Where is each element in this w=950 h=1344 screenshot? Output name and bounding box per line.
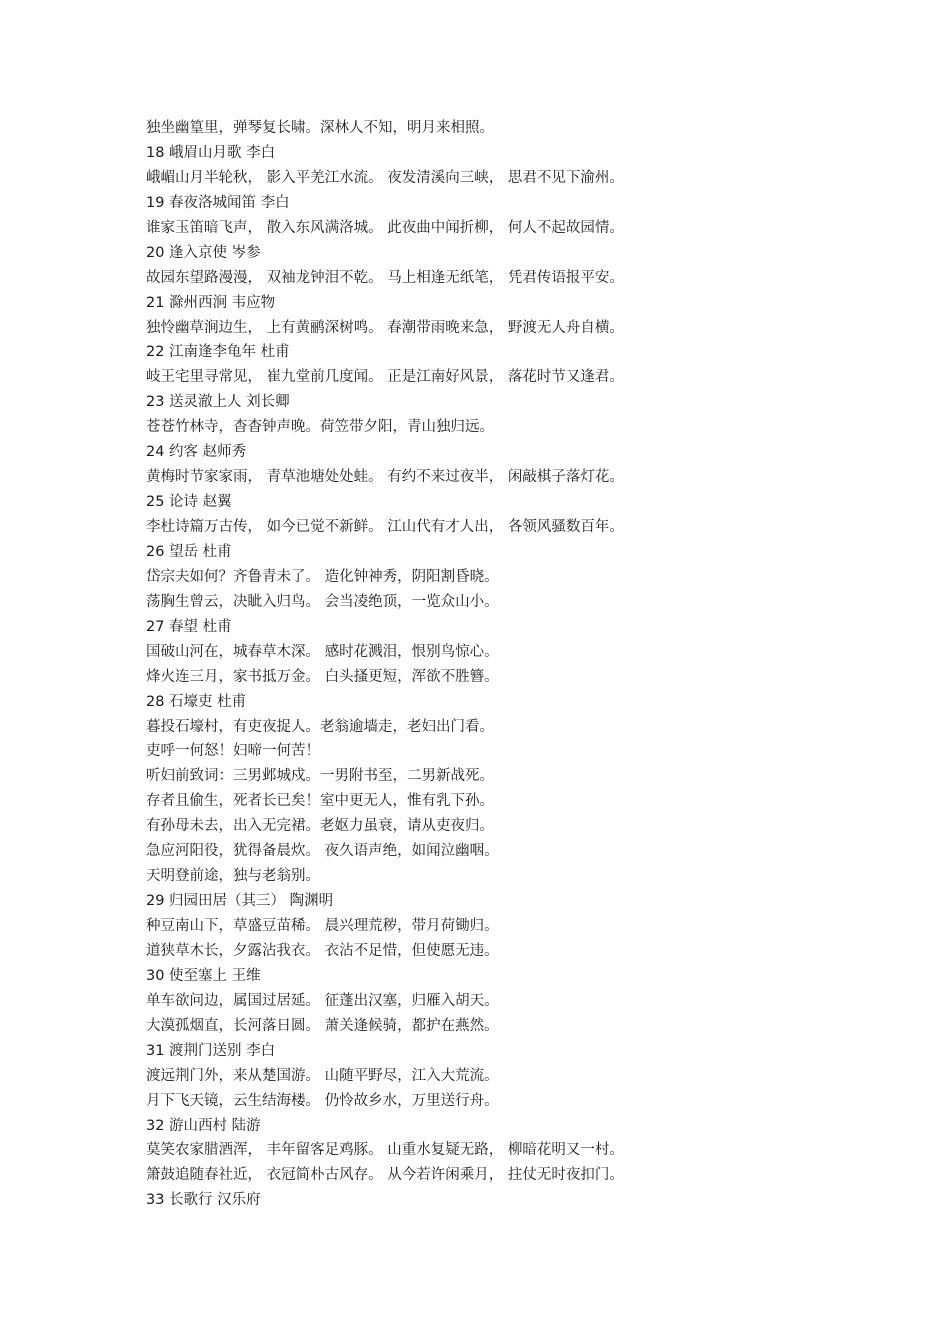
poem-line: 天明登前途，独与老翁别。 (146, 868, 320, 885)
poem-line: 岐王宅里寻常见， 崔九堂前几度闻。 正是江南好风景， 落花时节又逢君。 (146, 369, 624, 386)
poem-title: 29 归园田居（其三） 陶渊明 (146, 893, 334, 910)
poem-line: 大漠孤烟直，长河落日圆。 萧关逢候骑，都护在燕然。 (146, 1017, 499, 1034)
poem-line: 有孙母未去，出入无完裙。老妪力虽衰，请从吏夜归。 (146, 818, 494, 835)
document-page (146, 116, 906, 1213)
poem-title: 33 长歌行 汉乐府 (146, 1192, 261, 1209)
poem-title: 23 送灵澈上人 刘长卿 (146, 394, 290, 411)
poem-title: 20 逢入京使 岑参 (146, 244, 261, 261)
poem-line: 道狭草木长，夕露沾我衣。 衣沾不足惜，但使愿无违。 (146, 942, 499, 959)
poem-line: 听妇前致词：三男邺城戍。一男附书至，二男新战死。 (146, 768, 494, 785)
poem-line: 箫鼓追随春社近， 衣冠简朴古风存。 从今若许闲乘月， 拄仗无时夜扣门。 (146, 1167, 624, 1184)
poem-line: 单车欲问边，属国过居延。 征蓬出汉塞，归雁入胡天。 (146, 992, 499, 1009)
poem-title: 21 滁州西涧 韦应物 (146, 294, 276, 311)
poem-line: 国破山河在，城春草木深。 感时花溅泪，恨别鸟惊心。 (146, 643, 499, 660)
poem-title: 24 约客 赵师秀 (146, 444, 247, 461)
poem-line: 存者且偷生，死者长已矣！室中更无人，惟有乳下孙。 (146, 793, 494, 810)
poem-title: 30 使至塞上 王维 (146, 967, 261, 984)
poem-line: 独怜幽草涧边生， 上有黄鹂深树鸣。 春潮带雨晚来急， 野渡无人舟自横。 (146, 319, 624, 336)
poem-line: 独坐幽篁里，弹琴复长啸。深林人不知，明月来相照。 (146, 120, 494, 136)
poem-title: 27 春望 杜甫 (146, 618, 232, 635)
poem-line: 暮投石壕村，有吏夜捉人。老翁逾墙走，老妇出门看。 (146, 718, 494, 735)
poem-line: 峨嵋山月半轮秋， 影入平羌江水流。 夜发清溪向三峡， 思君不见下渝州。 (146, 169, 624, 186)
poem-line: 莫笑农家腊酒浑， 丰年留客足鸡豚。 山重水复疑无路， 柳暗花明又一村。 (146, 1142, 624, 1159)
poem-title: 25 论诗 赵翼 (146, 494, 232, 511)
poem-title: 19 春夜洛城闻笛 李白 (146, 194, 290, 211)
poem-line: 故园东望路漫漫， 双袖龙钟泪不乾。 马上相逢无纸笔， 凭君传语报平安。 (146, 269, 624, 286)
poem-line: 急应河阳役，犹得备晨炊。 夜久语声绝，如闻泣幽咽。 (146, 843, 499, 860)
poem-line: 谁家玉笛暗飞声， 散入东风满洛城。 此夜曲中闻折柳， 何人不起故园情。 (146, 219, 624, 236)
poem-line: 苍苍竹林寺，杳杳钟声晚。荷笠带夕阳，青山独归远。 (146, 419, 494, 436)
poem-title: 26 望岳 杜甫 (146, 543, 232, 560)
poem-title: 28 石壕吏 杜甫 (146, 693, 247, 710)
poem-line: 烽火连三月，家书抵万金。 白头搔更短，浑欲不胜簪。 (146, 668, 499, 685)
poem-line: 李杜诗篇万古传， 如今已觉不新鲜。 江山代有才人出， 各领风骚数百年。 (146, 519, 624, 535)
poem-line: 荡胸生曾云，决眦入归鸟。 会当凌绝顶，一览众山小。 (146, 593, 499, 610)
poem-line: 渡远荆门外，来从楚国游。 山随平野尽，江入大荒流。 (146, 1067, 499, 1084)
poem-line: 岱宗夫如何？齐鲁青未了。 造化钟神秀，阴阳割昏晓。 (146, 568, 499, 585)
poem-line: 种豆南山下，草盛豆苗稀。 晨兴理荒秽，带月荷锄归。 (146, 918, 499, 934)
poem-line: 吏呼一何怒！妇啼一何苦！ (146, 743, 320, 760)
poem-title: 31 渡荆门送别 李白 (146, 1042, 276, 1059)
poem-line: 月下飞天镜，云生结海楼。 仍怜故乡水，万里送行舟。 (146, 1092, 499, 1109)
poem-title: 22 江南逢李龟年 杜甫 (146, 344, 290, 361)
poem-title: 18 峨眉山月歌 李白 (146, 144, 276, 161)
poem-title: 32 游山西村 陆游 (146, 1117, 261, 1134)
poem-line: 黄梅时节家家雨， 青草池塘处处蛙。 有约不来过夜半， 闲敲棋子落灯花。 (146, 469, 624, 486)
